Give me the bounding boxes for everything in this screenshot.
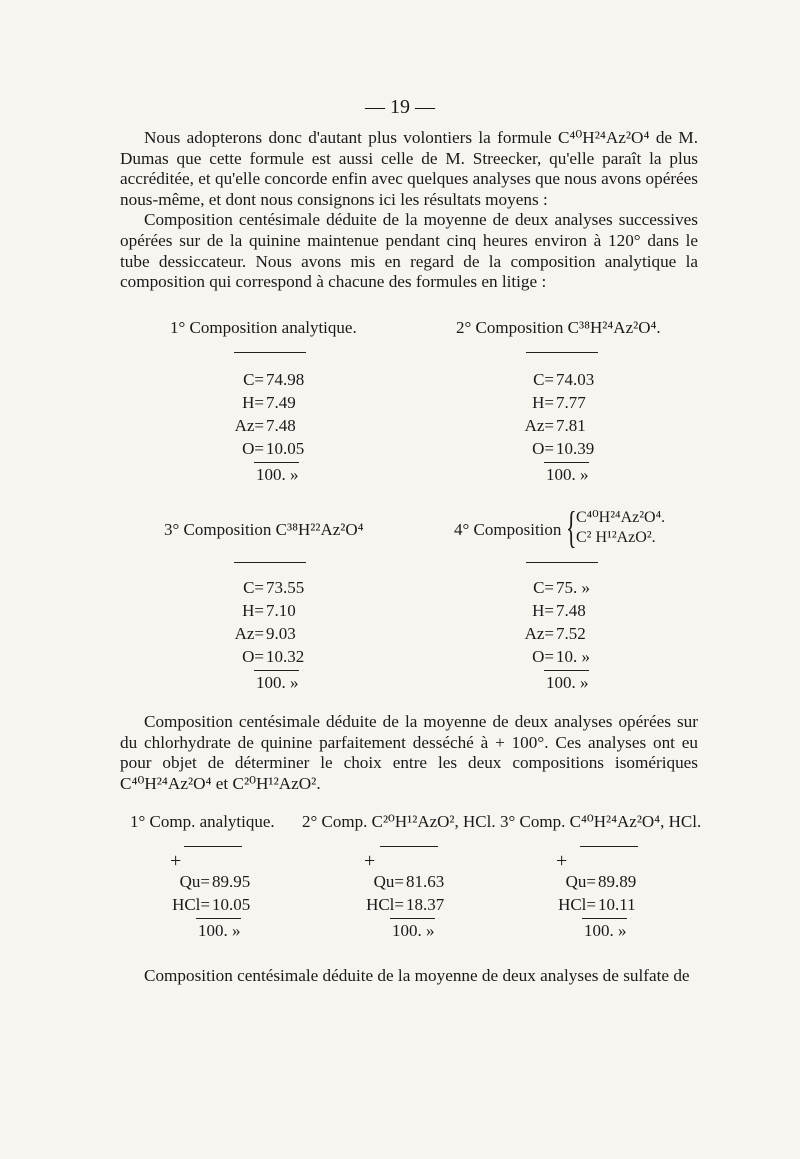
table-total: 100. » <box>254 462 299 486</box>
composition-table-3: C= 73.55 H= 7.10 Az= 9.03 O= 10.32 100. » <box>234 578 305 692</box>
heading-composition-3: 3° Composition C³⁸H²²Az²O⁴ <box>164 520 364 539</box>
table-total: 100. » <box>254 670 299 694</box>
heading-comp-2: 2° Comp. C²⁰H¹²AzO², HCl. <box>302 812 496 831</box>
table-rule <box>234 562 306 563</box>
brace-glyph: { <box>566 503 577 552</box>
heading-composition-2: 2° Composition C³⁸H²⁴Az²O⁴. <box>456 318 661 337</box>
table-rule <box>580 846 638 847</box>
table-total: 100. » <box>196 918 241 942</box>
heading-composition-analytique: 1° Composition analytique. <box>170 318 357 337</box>
table-rule <box>380 846 438 847</box>
chlorhydrate-table-2: Qu= 81.63 HCl= 18.37 100. » <box>366 872 445 940</box>
heading-comp-3: 3° Comp. C⁴⁰H²⁴Az²O⁴, HCl. <box>500 812 702 831</box>
table-total: 100. » <box>544 462 589 486</box>
composition-table-4: C= 75. » H= 7.48 Az= 7.52 O= 10. » 100. » <box>524 578 590 692</box>
intro-paragraph-1: Nous adopterons donc d'autant plus volontiers la formule C⁴⁰H²⁴Az²O⁴ de M. Dumas que cette formule est aussi celle de M. Streecker, qu'elle paraît la plus accréditée, et qu'elle concorde enfin avec quelques analyses que nous avons opérées nous-même, et dont nous consignons ici les résultats moyens : <box>120 128 698 209</box>
page-number: — 19 — <box>365 96 435 118</box>
plus-sign: + <box>170 850 182 872</box>
table-total: 100. » <box>544 670 589 694</box>
table-total: 100. » <box>582 918 627 942</box>
table-rule <box>184 846 242 847</box>
chlorhydrate-table-3: Qu= 89.89 HCl= 10.11 100. » <box>558 872 637 940</box>
last-paragraph: Composition centésimale déduite de la moyenne de deux analyses de sulfate de <box>144 966 690 985</box>
table-rule <box>526 562 598 563</box>
plus-sign: + <box>364 850 376 872</box>
composition-table-2: C= 74.03 H= 7.77 Az= 7.81 O= 10.39 100. » <box>524 370 595 484</box>
table-total: 100. » <box>390 918 435 942</box>
formula-line-2: C² H¹²AzO². <box>576 529 656 546</box>
table-rule <box>526 352 598 353</box>
heading-comp-analytique: 1° Comp. analytique. <box>130 812 275 831</box>
middle-paragraph: Composition centésimale déduite de la moyenne de deux analyses opérées sur du chlorhydrate de quinine parfaitement desséché à + 100°. Ces analyses ont eu pour objet de déterminer le choix entre les deux compositions isomériques C⁴⁰H²⁴Az²O⁴ et C²⁰H¹²AzO². <box>120 712 698 793</box>
chlorhydrate-table-1: Qu= 89.95 HCl= 10.05 100. » <box>172 872 251 940</box>
last-text <box>120 966 698 987</box>
plus-sign: + <box>556 850 568 872</box>
heading-composition-4: 4° Composition <box>454 520 562 539</box>
formula-line-1: C⁴⁰H²⁴Az²O⁴. <box>576 509 666 526</box>
middle-text <box>120 712 698 794</box>
table-rule <box>234 352 306 353</box>
intro-paragraph-2: Composition centésimale déduite de la moyenne de deux analyses successives opérées sur de la quinine maintenue pendant cinq heures environ à 120° dans le tube dessiccateur. Nous avons mis en regard de la composition analytique la composition qui correspond à chacune des formules en litige : <box>120 210 698 292</box>
intro-text <box>120 128 698 293</box>
composition-table-1: C= 74.98 H= 7.49 Az= 7.48 O= 10.05 100. » <box>234 370 305 484</box>
